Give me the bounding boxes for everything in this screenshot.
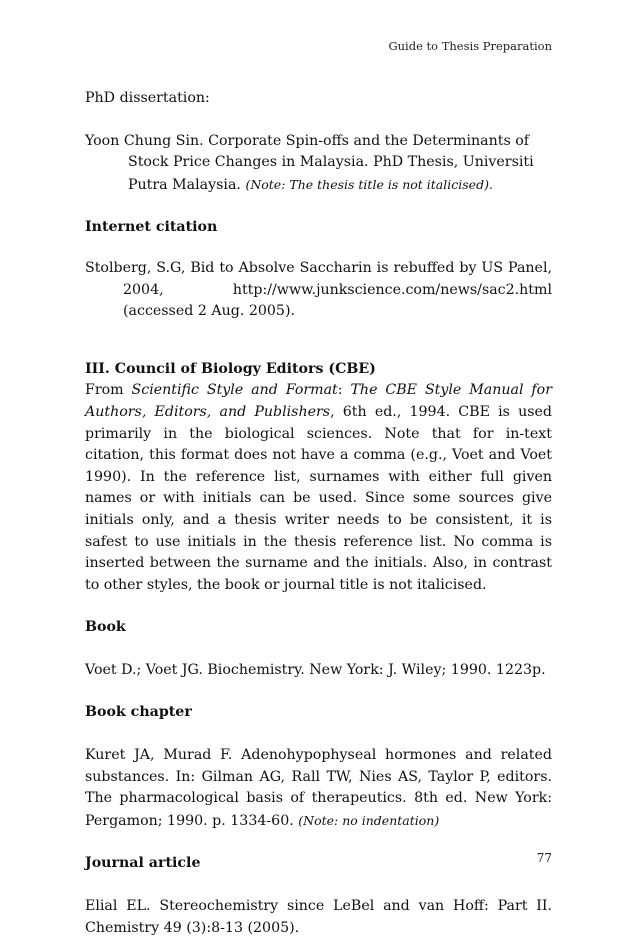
phd-citation-text: Yoon Chung Sin. Corporate Spin-offs and the Determinants of Stock Price Changes in Malaysia. PhD Thesis, Universiti Putra Malaysia. <box>85 132 534 193</box>
book-chapter-note: (Note: no indentation) <box>298 812 440 828</box>
cbe-heading: III. Council of Biology Editors (CBE) <box>85 360 376 377</box>
phd-citation <box>85 131 552 197</box>
book-heading: Book <box>85 619 126 636</box>
cbe-intro-title: Scientific Style and Format <box>131 382 338 399</box>
page-number: 77 <box>536 851 552 865</box>
journal-citation: Elial EL. Stereochemistry since LeBel and van Hoff: Part II. Chemistry 49 (3):8-13 (2005). <box>85 898 552 936</box>
cbe-intro-from: From <box>85 382 132 399</box>
book-chapter-citation-text: Kuret JA, Murad F. Adenohypophyseal hormones and related substances. In: Gilman AG, Rall TW, Nies AS, Taylor P, editors. The pharmacological basis of therapeutics. 8th ed. New York: Pergamon; 1990. p. 1334-60. <box>85 747 552 829</box>
cbe-intro-colon: : <box>337 382 351 399</box>
phd-label: PhD dissertation: <box>85 90 210 106</box>
cbe-intro <box>85 380 552 596</box>
cbe-intro-rest: , 6th ed., 1994. CBE is used primarily in the biological sciences. Note that for in-text citation, this format does not have a comma (e.g., Voet and Voet 1990). In the reference list, surnames with either full given names or with initials can be used. Since some sources give initials only, and a thesis writer needs to be consistent, it is safest to use initials in the thesis reference list. No comma is inserted between the surname and the initials. Also, in contrast to other styles, the book or journal title is not italicised. <box>85 403 552 593</box>
page-content <box>85 88 552 939</box>
internet-citation: Stolberg, S.G, Bid to Absolve Saccharin is rebuffed by US Panel, 2004, http://www.junkscience.com/news/sac2.html (accessed 2 Aug. 2005). <box>85 259 552 320</box>
book-chapter-citation <box>85 745 552 832</box>
book-chapter-heading: Book chapter <box>85 704 192 721</box>
phd-note: (Note: The thesis title is not italicised). <box>245 176 493 192</box>
journal-heading: Journal article <box>85 855 201 872</box>
running-header: Guide to Thesis Preparation <box>388 39 552 53</box>
book-citation: Voet D.; Voet JG. Biochemistry. New York: J. Wiley; 1990. 1223p. <box>85 661 546 678</box>
cbe-intro-subtitle: The CBE Style Manual for Authors, Editors, and Publishers <box>85 382 552 420</box>
internet-heading: Internet citation <box>85 219 218 236</box>
